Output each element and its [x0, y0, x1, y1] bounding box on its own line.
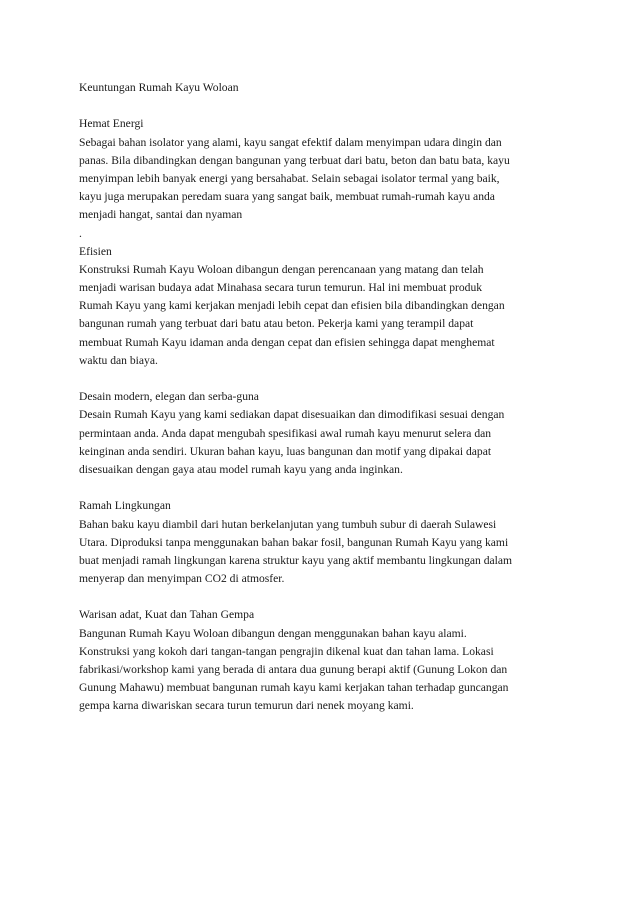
section-line: Konstruksi yang kokoh dari tangan-tangan pengrajin dikenal kuat dan tahan lama. Lokasi	[79, 644, 494, 658]
section-line: menyerap dan menyimpan CO2 di atmosfer.	[79, 572, 285, 586]
section-line: kayu juga merupakan peredam suara yang sangat baik, membuat rumah-rumah kayu anda	[79, 190, 495, 204]
paragraph-gap	[79, 479, 569, 497]
paragraph-gap	[79, 588, 569, 606]
section-line: permintaan anda. Anda dapat mengubah spesifikasi awal rumah kayu menurut selera dan	[79, 426, 492, 440]
section-line: gempa karna diwariskan secara turun temurun dari nenek moyang kami.	[79, 699, 414, 713]
paragraph-gap	[79, 370, 569, 388]
section-line: keinginan anda sendiri. Ukuran bahan kayu, luas bangunan dan motif yang dipakai dapat	[79, 444, 492, 458]
section-line: menjadi warisan budaya adat Minahasa secara turun temurun. Hal ini membuat produk	[79, 281, 483, 295]
section-line: membuat Rumah Kayu idaman anda dengan cepat dan efisien sehingga dapat menghemat	[79, 335, 495, 349]
section-line: waktu dan biaya.	[79, 353, 158, 367]
section-heading-hemat-energi: Hemat Energi	[79, 117, 144, 131]
document-body	[79, 79, 569, 716]
section-heading-efisien: Efisien	[79, 244, 112, 258]
section-line: Bahan baku kayu diambil dari hutan berkelanjutan yang tumbuh subur di daerah Sulawesi	[79, 517, 497, 531]
section-heading-desain: Desain modern, elegan dan serba-guna	[79, 390, 259, 404]
section-line: Utara. Diproduksi tanpa menggunakan bahan bakar fosil, bangunan Rumah Kayu yang kami	[79, 535, 509, 549]
section-line: Desain Rumah Kayu yang kami sediakan dapat disesuaikan dan dimodifikasi sesuai dengan	[79, 408, 505, 422]
section-line: disesuaikan dengan gaya atau model rumah kayu yang anda inginkan.	[79, 462, 403, 476]
section-line: bangunan rumah yang terbuat dari batu atau beton. Pekerja kami yang terampil dapat	[79, 317, 474, 331]
section-line: menyimpan lebih banyak energi yang bersahabat. Selain sebagai isolator termal yang baik,	[79, 171, 500, 185]
section-line: Rumah Kayu yang kami kerjakan menjadi lebih cepat dan efisien bila dibandingkan dengan	[79, 299, 505, 313]
section-line: buat menjadi ramah lingkungan karena struktur kayu yang aktif membantu lingkungan dalam	[79, 553, 513, 567]
section-line: Bangunan Rumah Kayu Woloan dibangun dengan menggunakan bahan kayu alami.	[79, 626, 467, 640]
section-line: panas. Bila dibandingkan dengan bangunan yang terbuat dari batu, beton dan batu bata, kayu	[79, 153, 510, 167]
section-heading-warisan-adat: Warisan adat, Kuat dan Tahan Gempa	[79, 608, 255, 622]
section-line: fabrikasi/workshop kami yang berada di antara dua gunung berapi aktif (Gunung Lokon dan	[79, 663, 508, 676]
section-line: Sebagai bahan isolator yang alami, kayu sangat efektif dalam menyimpan udara dingin dan	[79, 135, 502, 149]
document-title: Keuntungan Rumah Kayu Woloan	[79, 81, 239, 94]
section-heading-ramah-lingkungan: Ramah Lingkungan	[79, 499, 171, 513]
section-line: Gunung Mahawu) membuat bangunan rumah kayu kami kerjakan tahan terhadap guncangan	[79, 681, 509, 695]
section-line: .	[79, 226, 82, 240]
section-line: menjadi hangat, santai dan nyaman	[79, 208, 243, 222]
section-line: Konstruksi Rumah Kayu Woloan dibangun dengan perencanaan yang matang dan telah	[79, 262, 484, 276]
paragraph-gap	[79, 97, 569, 115]
